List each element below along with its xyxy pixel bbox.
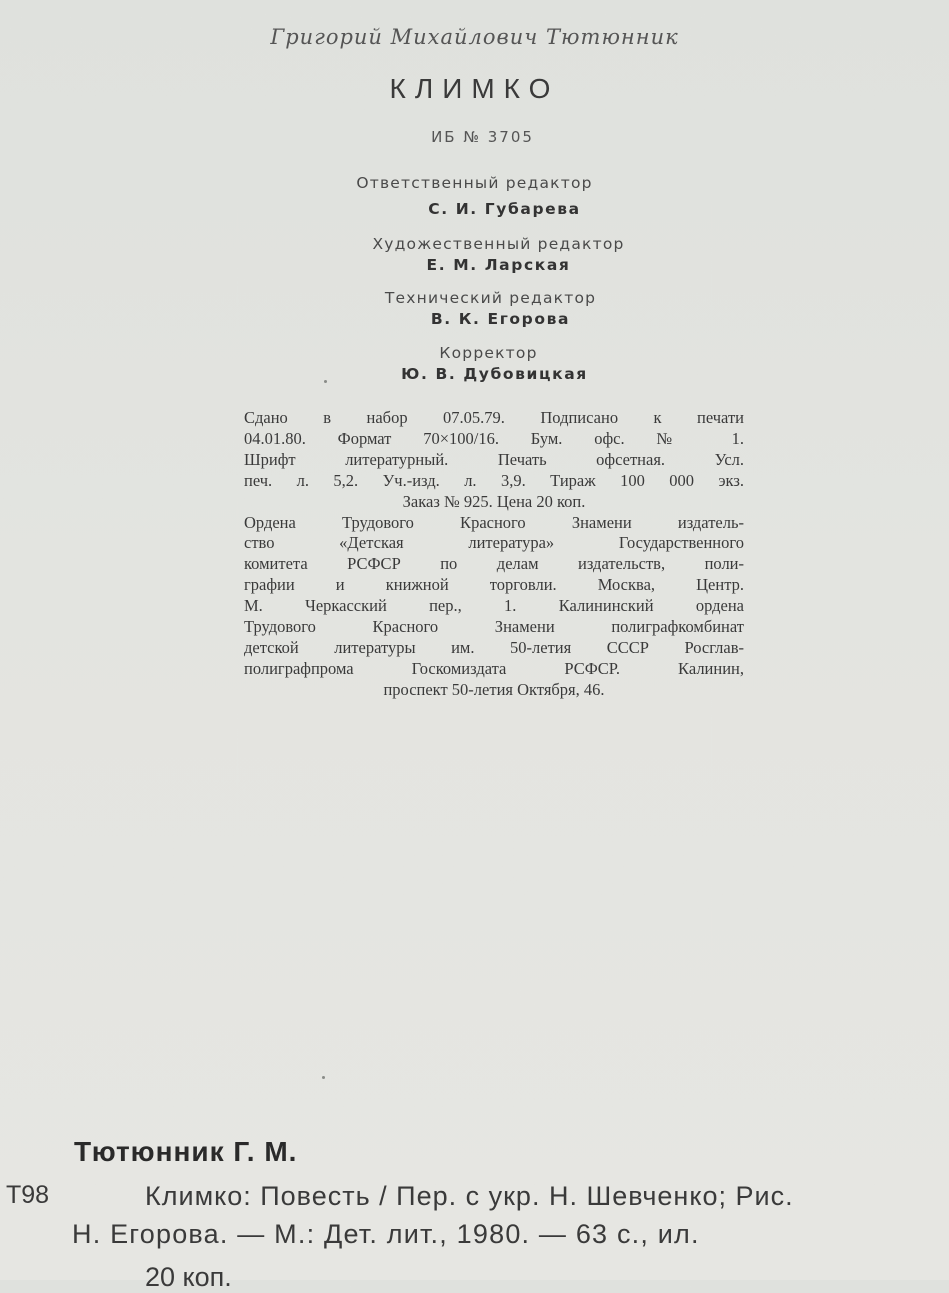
imprint-line: Сдано в набор 07.05.79. Подписано к печати [244,408,744,427]
imprint-line: детской литературы им. 50-летия СССР Росглав- [244,637,744,657]
credit-name-proofreader: Ю. В. Дубовицкая [401,365,588,383]
catalog-card-code: Т98 [6,1181,50,1209]
imprint-line: комитета РСФСР по делам издательств, поли- [244,554,744,574]
book-title: КЛИМКО [389,73,560,104]
imprint-line: ство «Детская литература» Государственного [244,533,744,553]
credit-role-proofreader: Корректор [439,344,538,362]
catalog-card-line: Климко: Повесть / Пер. с укр. Н. Шевченко; Рис. [145,1181,794,1211]
imprint-block [244,408,744,701]
catalog-card-line: Н. Егорова. — М.: Дет. лит., 1980. — 63 с., ил. [72,1219,700,1249]
imprint-line: М. Черкасский пер., 1. Калининский ордена [244,596,744,616]
paper-speck [322,1076,325,1079]
imprint-line: проспект 50-летия Октября, 46. [383,679,605,699]
imprint-line: печ. л. 5,2. Уч.-изд. л. 3,9. Тираж 100 000 экз. [244,470,744,490]
credit-role-tech-editor: Технический редактор [384,289,597,307]
credit-name-editor: С. И. Губарева [428,200,581,218]
imprint-line: Ордена Трудового Красного Знамени издатель- [244,512,744,532]
paper-speck [324,380,327,383]
credit-role-art-editor: Художественный редактор [372,235,625,253]
imprint-line: графии и книжной торговли. Москва, Центр. [244,575,744,595]
imprint-line: Трудового Красного Знамени полиграфкомбинат [244,617,744,637]
credit-name-art-editor: Е. М. Ларская [426,256,571,274]
imprint-line: Заказ № 925. Цена 20 коп. [402,491,586,511]
imprint-line: Шрифт литературный. Печать офсетная. Усл. [244,449,744,469]
catalog-card-heading: Тютюнник Г. М. [74,1136,298,1167]
imprint-line: 04.01.80. Формат 70×100/16. Бум. офс. № 1. [244,428,744,448]
author-name: Григорий Михайлович Тютюнник [270,25,679,49]
ib-number: ИБ № 3705 [431,128,534,146]
imprint-line: полиграфпрома Госкомиздата РСФСР. Калинин, [244,658,744,678]
catalog-card-price: 20 коп. [145,1262,232,1292]
credit-name-tech-editor: В. К. Егорова [430,310,571,328]
credit-role-editor: Ответственный редактор [356,174,593,192]
